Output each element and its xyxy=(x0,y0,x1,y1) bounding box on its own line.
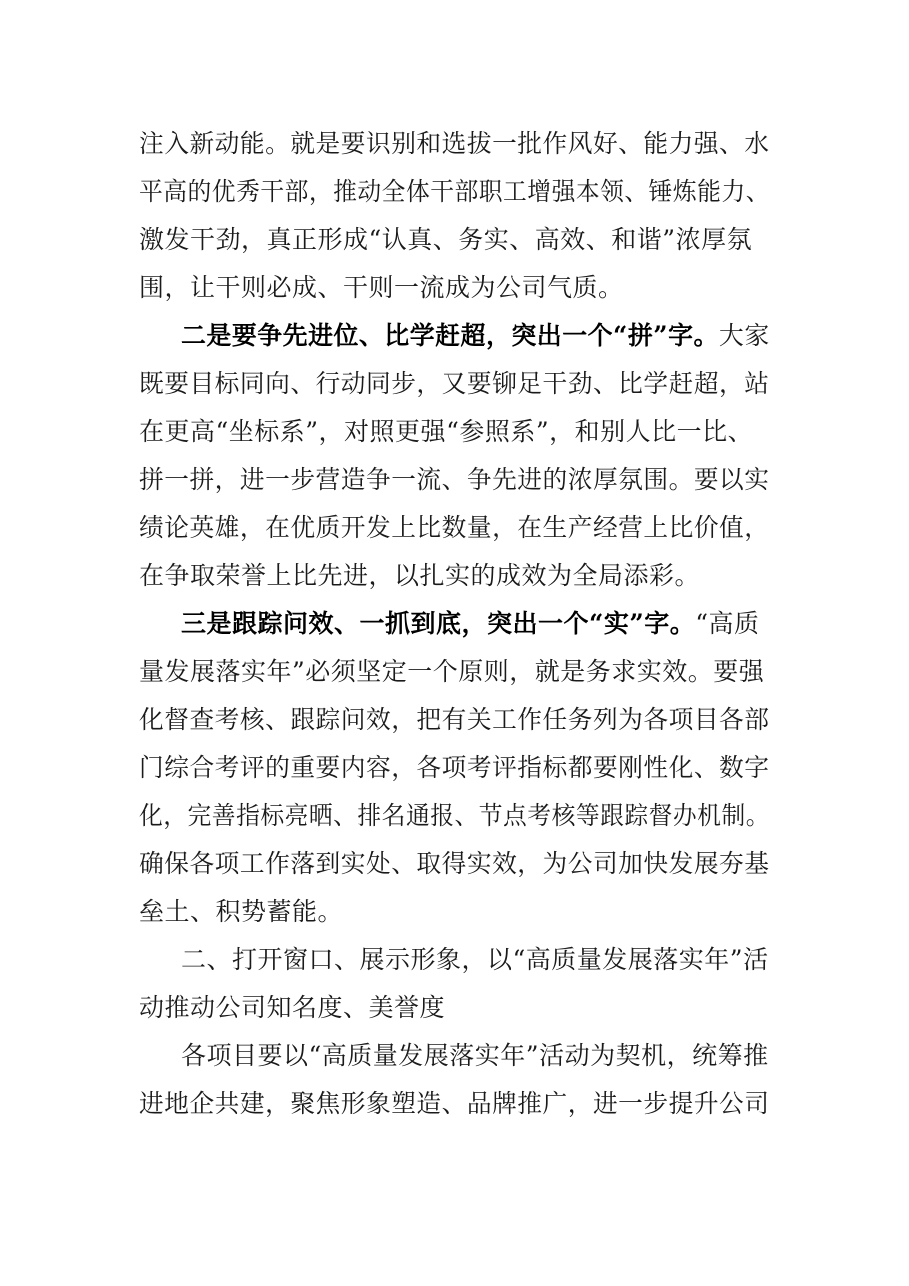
heading-continuation: 大家 xyxy=(718,321,770,350)
paragraph-heading-line xyxy=(181,604,760,644)
paragraph-heading-line xyxy=(181,316,770,356)
body-text-line: 注入新动能。就是要识别和选拔一批作风好、能力强、水 xyxy=(139,129,770,158)
body-text-line: 垒土、积势蓄能。 xyxy=(139,897,344,926)
body-text-line: 化督查考核、跟踪问效，把有关工作任务列为各项目各部 xyxy=(139,705,770,734)
section-heading-line: 二、打开窗口、展示形象，以“高质量发展落实年”活 xyxy=(181,945,769,974)
body-text-line: 拼一拼，进一步营造争一流、争先进的浓厚氛围。要以实 xyxy=(139,465,770,494)
body-text-line: 在更高“坐标系”，对照更强“参照系”，和别人比一比、 xyxy=(139,417,754,446)
body-text-line: 化，完善指标亮晒、排名通报、节点考核等跟踪督办机制。 xyxy=(139,801,770,830)
heading-continuation: “高质 xyxy=(695,609,760,638)
body-text-line: 在争取荣誉上比先进，以扎实的成效为全局添彩。 xyxy=(139,561,701,590)
body-text-line: 激发干劲，真正形成“认真、务实、高效、和谐”浓厚氛 xyxy=(139,225,753,254)
body-text-line: 各项目要以“高质量发展落实年”活动为契机，统筹推 xyxy=(181,1041,769,1070)
body-text-line: 门综合考评的重要内容，各项考评指标都要刚性化、数字 xyxy=(139,753,770,782)
body-text-line: 绩论英雄，在优质开发上比数量，在生产经营上比价值， xyxy=(139,513,770,542)
bold-heading: 三是跟踪问效、一抓到底，突出一个“实”字。 xyxy=(181,609,696,638)
body-text-line: 围，让干则必成、干则一流成为公司气质。 xyxy=(139,273,624,302)
section-heading-line: 动推动公司知名度、美誉度 xyxy=(139,993,446,1022)
body-text-line: 确保各项工作落到实处、取得实效，为公司加快发展夯基 xyxy=(139,849,770,878)
body-text-line: 既要目标同向、行动同步，又要铆足干劲、比学赶超，站 xyxy=(139,369,770,398)
bold-heading: 二是要争先进位、比学赶超，突出一个“拼”字。 xyxy=(181,321,719,350)
body-text-line: 进地企共建，聚焦形象塑造、品牌推广，进一步提升公司 xyxy=(139,1089,770,1118)
body-text-line: 平高的优秀干部，推动全体干部职工增强本领、锤炼能力、 xyxy=(139,177,770,206)
body-text-line: 量发展落实年”必须坚定一个原则，就是务求实效。要强 xyxy=(139,657,765,686)
